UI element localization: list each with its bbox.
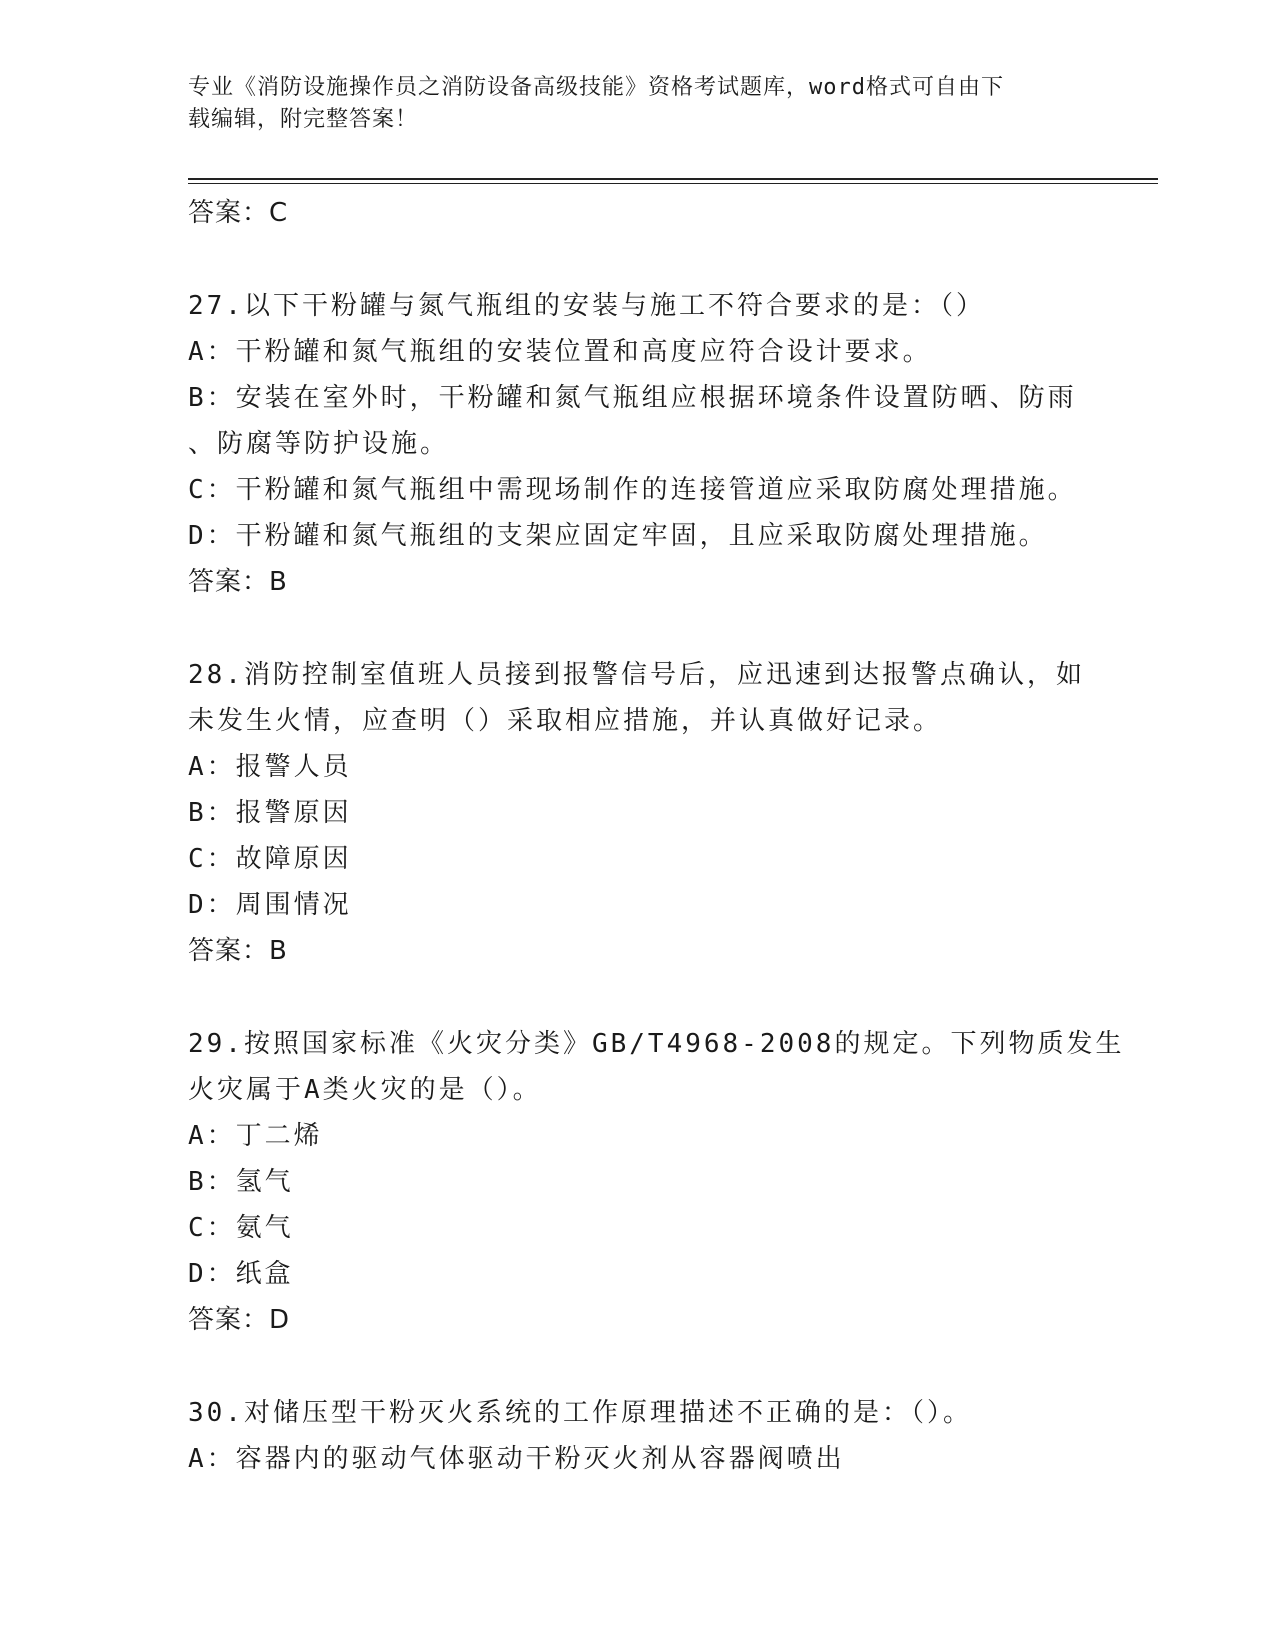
question-stem: 29.按照国家标准《火灾分类》GB/T4968-2008的规定。下列物质发生 [188, 1029, 1125, 1059]
question-29 [188, 1021, 1125, 1343]
question-28 [188, 652, 1088, 974]
option-b: B：安装在室外时，干粉罐和氮气瓶组应根据环境条件设置防晒、防雨 [188, 383, 1077, 413]
question-stem-continued: 未发生火情，应查明（）采取相应措施，并认真做好记录。 [188, 706, 943, 736]
option-a: A：容器内的驱动气体驱动干粉灭火剂从容器阀喷出 [188, 1444, 845, 1474]
header-line-2: 载编辑，附完整答案！ [188, 107, 419, 132]
answer-line: 答案：D [188, 1305, 291, 1335]
option-d: D：周围情况 [188, 890, 352, 920]
option-c: C：故障原因 [188, 844, 352, 874]
answer-line: 答案：B [188, 567, 288, 597]
option-b: B：氢气 [188, 1167, 294, 1197]
question-stem: 30.对储压型干粉灭火系统的工作原理描述不正确的是：（）。 [188, 1398, 972, 1428]
header-divider-thick [188, 178, 1158, 180]
question-stem: 28.消防控制室值班人员接到报警信号后，应迅速到达报警点确认，如 [188, 660, 1085, 690]
question-stem: 27.以下干粉罐与氮气瓶组的安装与施工不符合要求的是：（） [188, 291, 985, 321]
option-c: C：氨气 [188, 1213, 294, 1243]
option-b-continued: 、防腐等防护设施。 [188, 429, 450, 459]
option-b: B：报警原因 [188, 798, 352, 828]
question-list [188, 190, 1125, 1482]
header-line-1: 专业《消防设施操作员之消防设备高级技能》资格考试题库，word格式可自由下 [188, 75, 1004, 100]
answer-line-26: 答案：C [188, 198, 289, 228]
spacer [188, 605, 1088, 652]
option-a: A：干粉罐和氮气瓶组的安装位置和高度应符合设计要求。 [188, 337, 932, 367]
question-27 [188, 283, 1088, 605]
option-a: A：报警人员 [188, 752, 352, 782]
option-d: D：干粉罐和氮气瓶组的支架应固定牢固，且应采取防腐处理措施。 [188, 521, 1048, 551]
spacer [188, 236, 1088, 283]
spacer [188, 974, 1088, 1021]
option-a: A：丁二烯 [188, 1121, 323, 1151]
document-header [188, 72, 1088, 136]
answer-line: 答案：B [188, 936, 288, 966]
option-c: C：干粉罐和氮气瓶组中需现场制作的连接管道应采取防腐处理措施。 [188, 475, 1077, 505]
spacer [188, 1343, 1088, 1390]
header-divider-thin [188, 183, 1158, 184]
question-stem-continued: 火灾属于A类火灾的是（）。 [188, 1075, 542, 1105]
question-30 [188, 1390, 1088, 1482]
option-d: D：纸盒 [188, 1259, 294, 1289]
